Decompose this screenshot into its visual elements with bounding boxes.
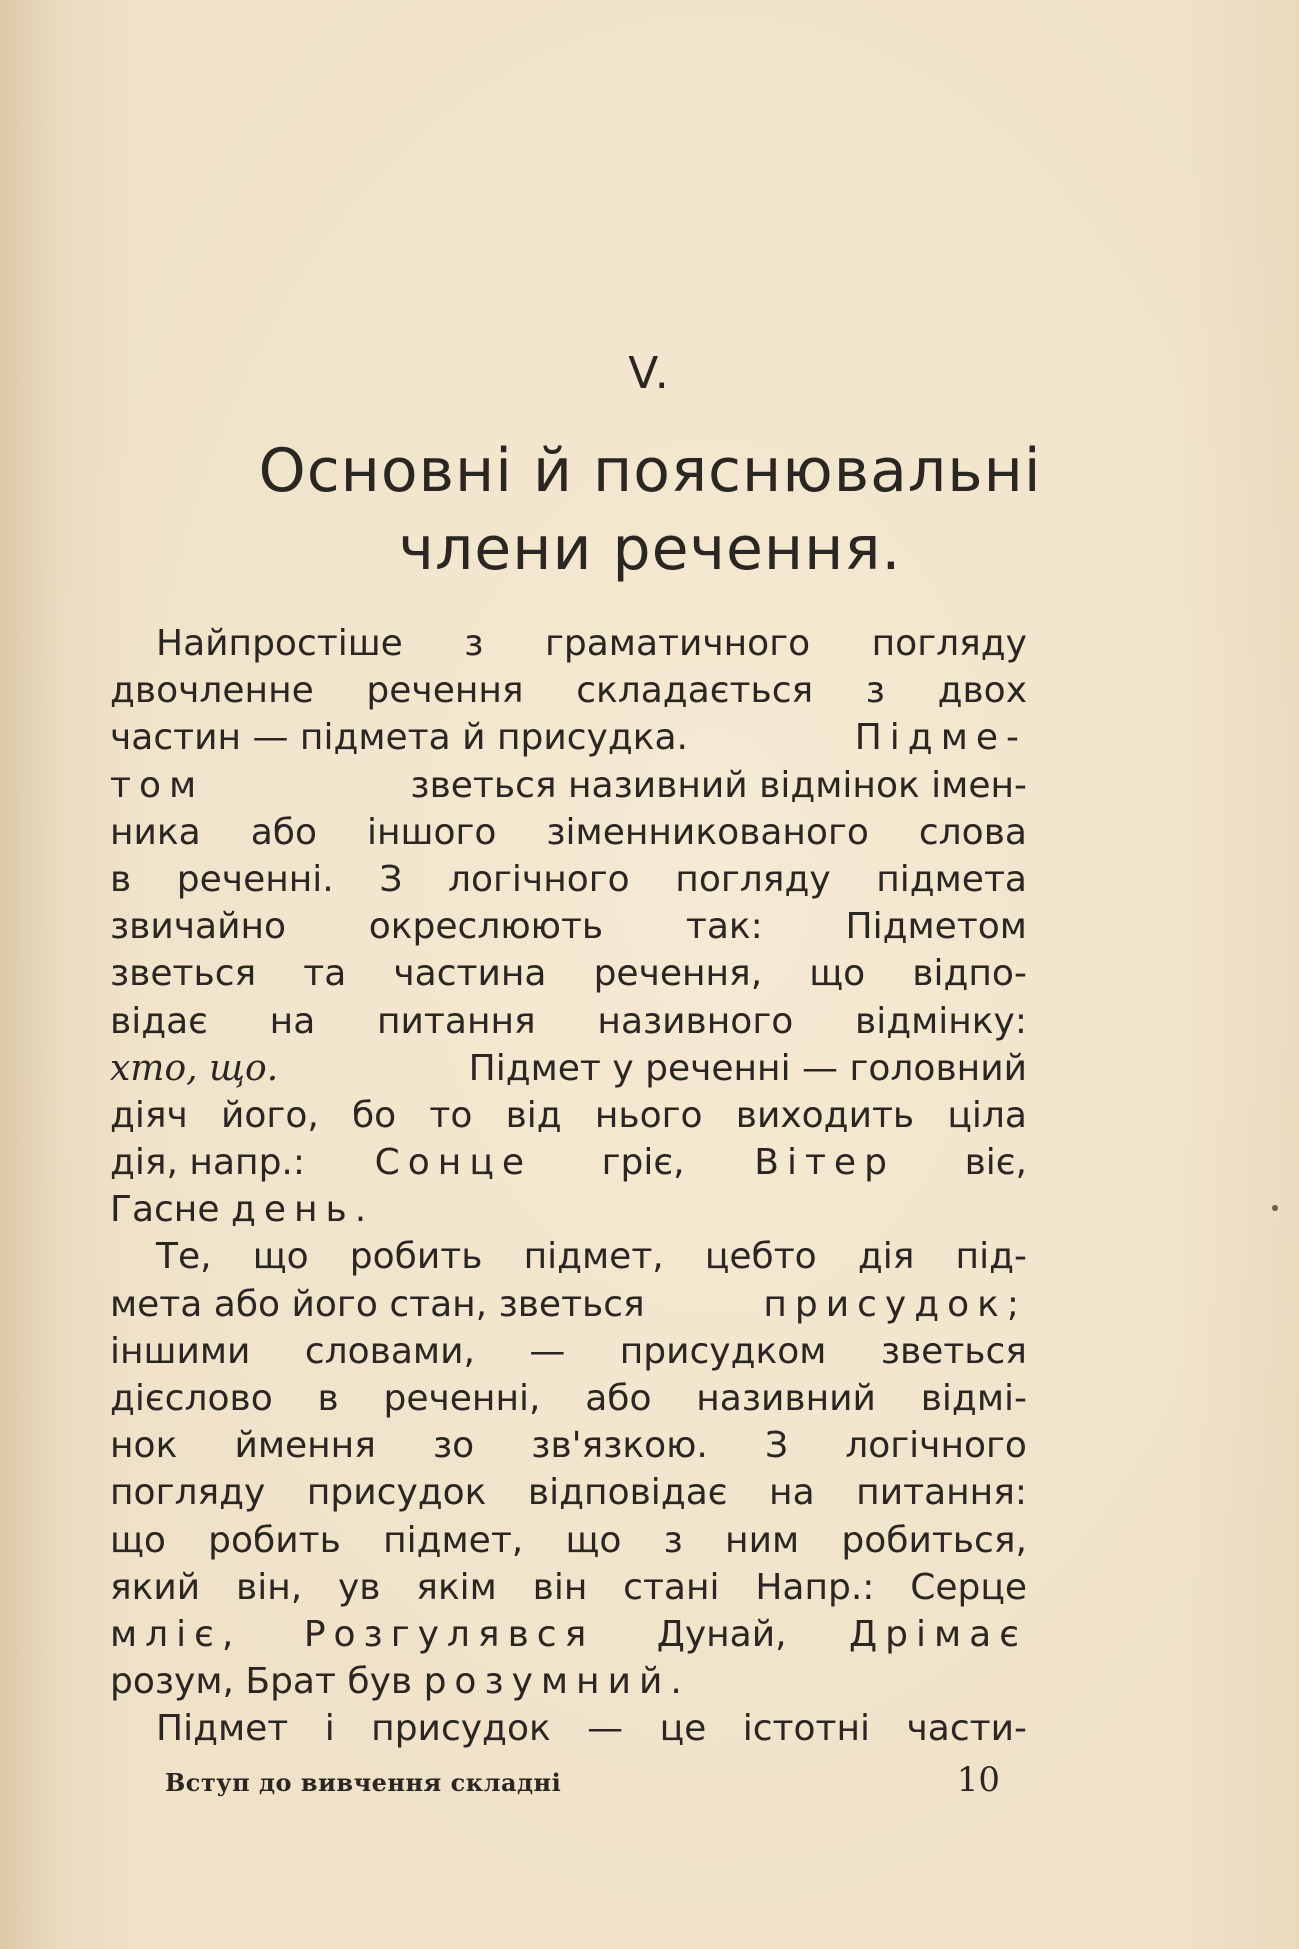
word: — (587, 1708, 624, 1750)
word: який (110, 1566, 201, 1608)
text-line (110, 903, 1027, 950)
text-line (110, 1045, 1027, 1092)
word: цебто (704, 1236, 817, 1278)
text-span: розум, Брат був (110, 1661, 413, 1703)
word: підмета (876, 858, 1027, 900)
word: Найпростіше (156, 623, 403, 664)
heading-line-1: Основні й пояснювальні (258, 436, 1042, 506)
word: так: (685, 906, 763, 948)
word: робиться, (841, 1519, 1027, 1561)
text-line (110, 1469, 1027, 1516)
word: зв'язкою. (531, 1425, 708, 1467)
word: називний (696, 1378, 876, 1419)
word: називного (597, 1000, 794, 1042)
word: погляду (110, 1472, 266, 1514)
text-span: Дунай, (656, 1613, 787, 1655)
emphasized-term: Сонце (374, 1142, 532, 1184)
word: граматичного (544, 623, 811, 664)
word: під- (955, 1236, 1027, 1278)
word: він, (235, 1566, 303, 1608)
word: присудком (619, 1330, 827, 1372)
word: Підмет (156, 1708, 289, 1750)
text-span: віє, (964, 1142, 1027, 1184)
emphasized-term: розумний. (423, 1661, 690, 1703)
word: від (505, 1094, 562, 1136)
page-footer (165, 1760, 1000, 1800)
text-line (110, 1375, 1027, 1422)
word: відмінку: (854, 1000, 1027, 1042)
word: робить (349, 1236, 483, 1278)
word: словами, (304, 1330, 475, 1372)
word: присудок (371, 1708, 551, 1750)
text-line (110, 1517, 1027, 1564)
emphasized-term: Вітер (754, 1142, 895, 1184)
word: що (252, 1236, 309, 1278)
word: логічного (447, 858, 630, 900)
word: то (429, 1094, 473, 1136)
text-line (110, 667, 1027, 714)
text-line (110, 856, 1027, 903)
word: відпо- (912, 953, 1027, 995)
text-line (110, 1611, 1027, 1658)
italic-span: хто, що. (110, 1047, 279, 1089)
word: в (110, 858, 132, 900)
word: зіменникованого (546, 811, 869, 853)
word: Напр.: (755, 1566, 875, 1608)
word: звичайно (110, 906, 287, 948)
word: що (565, 1519, 622, 1561)
word: части- (906, 1708, 1027, 1750)
text-span: мета або його стан, зветься (110, 1283, 645, 1325)
body-text (110, 620, 1027, 1753)
word: дія (857, 1236, 915, 1278)
word: Те, (156, 1236, 212, 1278)
text-line (110, 950, 1027, 997)
word: відає (110, 1000, 208, 1042)
word: ним (725, 1519, 800, 1561)
word: — (529, 1330, 566, 1372)
word: речення (366, 670, 524, 712)
heading-line-2: члени речення. (398, 514, 902, 584)
word: з (865, 670, 885, 712)
word: питання (376, 1000, 536, 1042)
word: питання: (856, 1472, 1027, 1514)
page-number: 10 (956, 1760, 1000, 1800)
word: істотні (742, 1708, 871, 1750)
word: іншими (110, 1330, 251, 1372)
word: З (379, 858, 403, 900)
word: або (250, 811, 318, 853)
word: виходить (735, 1094, 915, 1136)
word: логічного (845, 1425, 1027, 1467)
word: окреслюють (368, 906, 604, 948)
text-line (110, 998, 1027, 1045)
word: якім (416, 1566, 497, 1608)
word: з (464, 623, 484, 664)
emphasized-term: присудок; (763, 1283, 1027, 1325)
word: Серце (910, 1566, 1027, 1608)
word: нього (594, 1094, 703, 1136)
text-span: частин — підмета й присудка. (110, 717, 688, 759)
word: двох (937, 670, 1027, 712)
text-line (110, 714, 1027, 761)
text-span: гріє, (601, 1142, 685, 1184)
word: двочленне (110, 670, 314, 712)
text-line (110, 809, 1027, 856)
text-line (110, 762, 1027, 809)
word: ув (337, 1566, 381, 1608)
text-line (110, 1564, 1027, 1611)
word: бо (351, 1094, 397, 1136)
text-line (110, 1233, 1027, 1280)
text-span: Підмет у реченні — головний (468, 1047, 1027, 1089)
paper-speck (1272, 1205, 1278, 1211)
text-line (110, 1092, 1027, 1139)
word: З (765, 1425, 789, 1467)
word: зветься (110, 953, 257, 995)
word: присудок (306, 1472, 487, 1514)
text-line (110, 1422, 1027, 1469)
word: ціла (947, 1094, 1027, 1136)
chapter-heading (100, 432, 1200, 588)
emphasized-term: Підме- (854, 717, 1027, 759)
word: це (659, 1708, 707, 1750)
word: на (269, 1000, 316, 1042)
text-line (110, 1139, 1027, 1186)
word: що (809, 953, 866, 995)
show-through-text (520, 100, 532, 135)
footer-title: Вступ до вивчення складні (165, 1768, 562, 1797)
word: речення, (593, 953, 763, 995)
word: Підметом (845, 906, 1027, 948)
word: та (303, 953, 347, 995)
word: на (769, 1472, 815, 1514)
word: ймення (234, 1425, 376, 1467)
word: слова (918, 811, 1027, 853)
text-span: зветься називний відмінок імен- (410, 764, 1027, 806)
word: з (663, 1519, 683, 1561)
chapter-number: V. (628, 348, 671, 399)
text-line (110, 1328, 1027, 1375)
emphasized-term: мліє, (110, 1613, 242, 1655)
text-line (110, 1281, 1027, 1328)
word: його, (221, 1094, 319, 1136)
word: що (110, 1519, 166, 1561)
text-line (110, 1658, 1027, 1705)
text-span: Гасне (110, 1189, 220, 1231)
word: відмі- (920, 1378, 1027, 1419)
word: підмет, (523, 1236, 664, 1278)
word: складається (576, 670, 814, 712)
word: нок (110, 1425, 178, 1467)
word: частина (393, 953, 547, 995)
word: відповідає (527, 1472, 728, 1514)
word: стані (623, 1566, 720, 1608)
word: і (324, 1708, 335, 1750)
emphasized-term: том (110, 764, 205, 806)
word: реченні, (383, 1378, 541, 1419)
word: зветься (880, 1330, 1027, 1372)
emphasized-term: день. (230, 1189, 375, 1231)
word: погляду (675, 858, 831, 900)
text-line (110, 620, 1027, 667)
word: робить (208, 1519, 341, 1561)
word: в (317, 1378, 339, 1419)
text-span: дія, напр.: (110, 1142, 305, 1184)
text-line (110, 1705, 1027, 1752)
word: дієслово (110, 1378, 273, 1419)
word: зо (433, 1425, 475, 1467)
emphasized-term: Дрімає (849, 1613, 1027, 1655)
word: іншого (366, 811, 497, 853)
word: він (532, 1566, 588, 1608)
word: діяч (110, 1094, 188, 1136)
word: або (585, 1378, 652, 1419)
word: реченні. (176, 858, 334, 900)
word: підмет, (383, 1519, 524, 1561)
emphasized-term: Розгулявся (303, 1613, 595, 1655)
word: ника (110, 811, 201, 853)
word: погляду (871, 623, 1027, 664)
text-line (110, 1186, 1027, 1233)
